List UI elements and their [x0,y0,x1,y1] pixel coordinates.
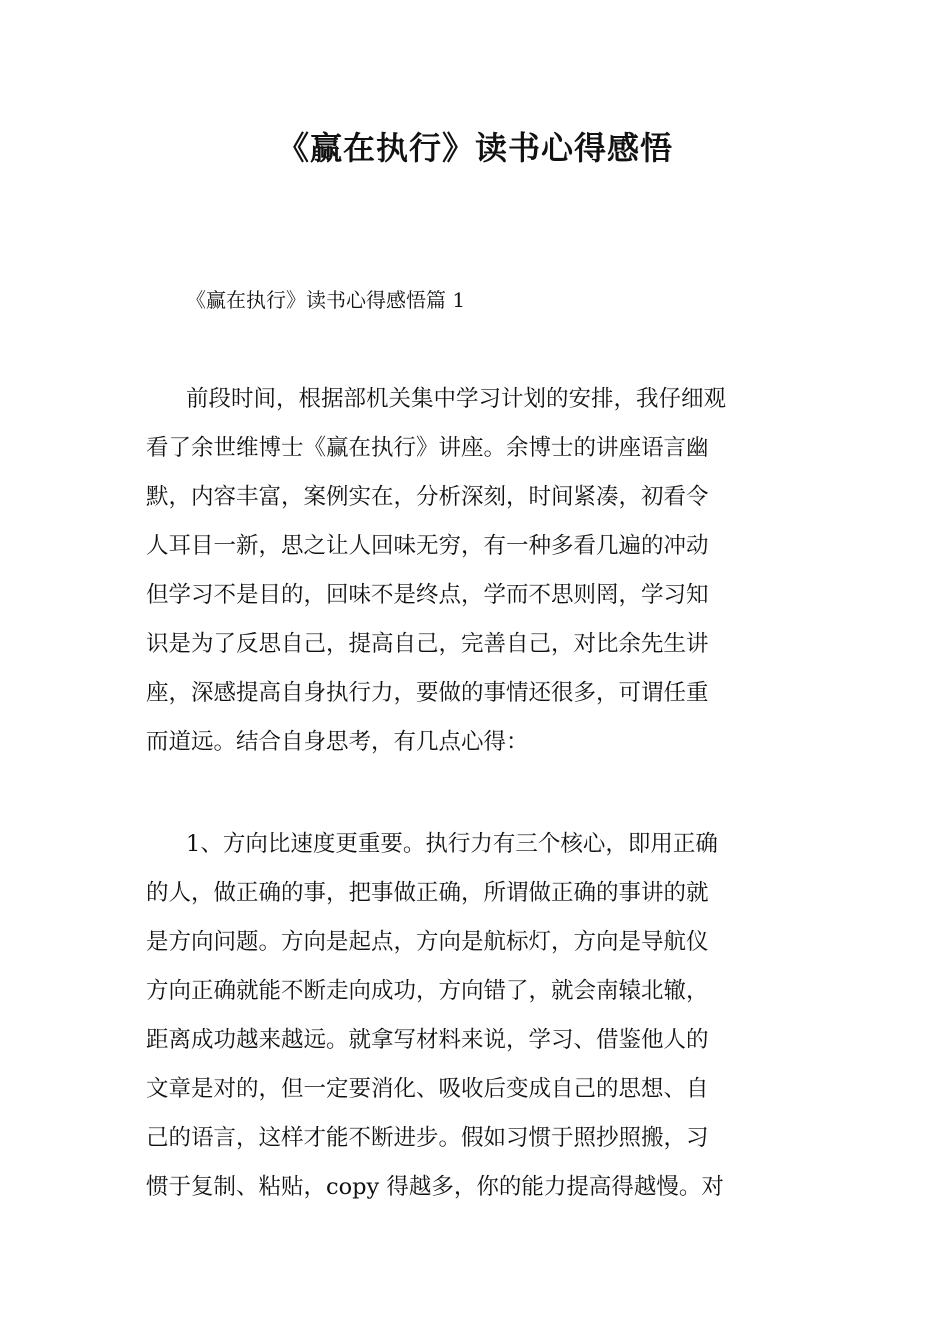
text-line: 但学习不是目的，回味不是终点，学而不思则罔，学习知 [146,582,709,608]
paragraph [146,380,806,772]
text-line: 默，内容丰富，案例实在，分析深刻，时间紧凑，初看令 [146,484,709,510]
text-line: 距离成功越来越远。就拿写材料来说，学习、借鉴他人的 [146,1027,709,1053]
text-line: 方向正确就能不断走向成功，方向错了，就会南辕北辙， [146,978,709,1004]
text-line: 1、方向比速度更重要。执行力有三个核心，即用正确 [186,831,718,857]
text-line: 看了余世维博士《赢在执行》讲座。余博士的讲座语言幽 [146,435,709,461]
text-line: 人耳目一新，思之让人回味无穷，有一种多看几遍的冲动 [146,533,709,559]
paragraph [146,825,806,1217]
document-title: 《赢在执行》读书心得感悟 [276,129,673,167]
text-line: 座，深感提高自身执行力，要做的事情还很多，可谓任重 [146,680,709,706]
text-line: 识是为了反思自己，提高自己，完善自己，对比余先生讲 [146,631,709,657]
text-line: 己的语言，这样才能不断进步。假如习惯于照抄照搬，习 [146,1125,709,1151]
text-line: 前段时间，根据部机关集中学习计划的安排，我仔细观 [186,386,727,412]
text-line: 文章是对的，但一定要消化、吸收后变成自己的思想、自 [146,1076,709,1102]
text-line: 而道远。结合自身思考，有几点心得： [146,729,529,755]
text-line: 惯于复制、粘贴，copy 得越多，你的能力提高得越慢。对 [146,1174,724,1200]
text-line: 的人，做正确的事，把事做正确，所谓做正确的事讲的就 [146,880,709,906]
text-line: 是方向问题。方向是起点，方向是航标灯，方向是导航仪 [146,929,709,955]
section-heading: 《赢在执行》读书心得感悟篇 1 [186,288,466,312]
